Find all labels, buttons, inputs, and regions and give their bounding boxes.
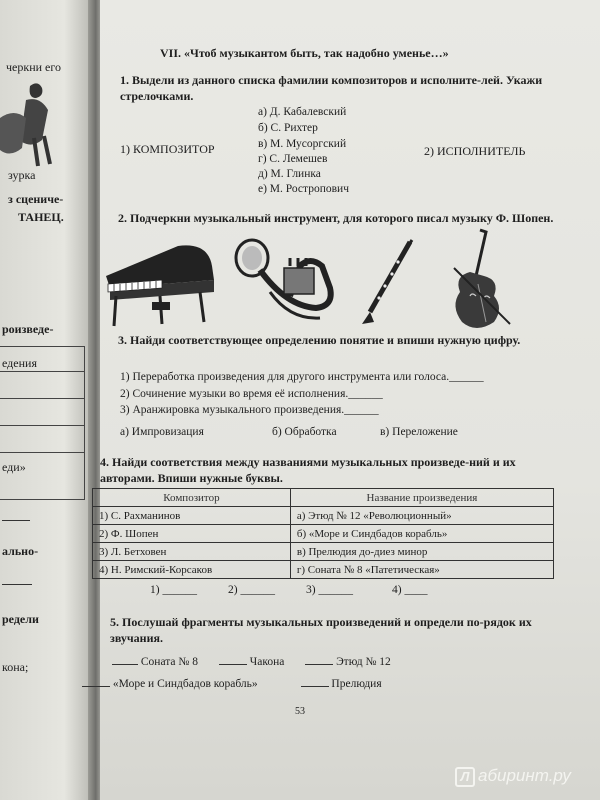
work-cell: в) Прелюдия до-диез минор (290, 543, 553, 561)
question-3: 3. Найди соответствующее определению понятие и впиши нужную цифру. (118, 333, 521, 347)
left-fragment: едения (2, 356, 37, 370)
question-5: 5. Послушай фрагменты музыкальных произведений и определи по-рядок их звучания. (110, 615, 532, 645)
question-2: 2. Подчеркни музыкальный инструмент, для которого писал музыку Ф. Шопен. (118, 211, 554, 225)
order-blank[interactable] (112, 664, 138, 665)
order-blank[interactable] (305, 664, 333, 665)
name-item: а) Д. Кабалевский (258, 106, 347, 118)
table-row (93, 561, 554, 579)
concept-option: а) Импровизация (120, 426, 204, 438)
left-line (2, 584, 32, 585)
watermark-text: абиринт.ру (478, 766, 571, 785)
work-cell: а) Этюд № 12 «Революционный» (290, 507, 553, 525)
column-header: Название произведения (290, 489, 553, 507)
column-header: Композитор (93, 489, 291, 507)
table-row (93, 507, 554, 525)
composer-cell: 4) Н. Римский-Корсаков (93, 561, 291, 579)
answer-blank[interactable]: 2) ______ (228, 584, 275, 596)
left-fragment: редели (2, 612, 39, 626)
grand-piano-icon[interactable] (100, 240, 220, 330)
composer-label: 1) КОМПОЗИТОР (120, 142, 215, 156)
name-item: е) М. Ростропович (258, 183, 349, 195)
definition-item: 3) Аранжировка музыкального произведения.______ (120, 404, 379, 416)
concept-option: б) Обработка (272, 426, 337, 438)
answer-blank[interactable]: 4) ____ (392, 584, 428, 596)
piece-label: Прелюдия (331, 678, 382, 690)
composer-cell: 3) Л. Бетховен (93, 543, 291, 561)
table-header-row (93, 489, 554, 507)
order-blank[interactable] (219, 664, 247, 665)
piece-label: Этюд № 12 (336, 656, 391, 668)
table-row (93, 525, 554, 543)
labirint-logo-icon: Л (455, 767, 475, 787)
order-blank[interactable] (82, 686, 110, 687)
question-4: 4. Найди соответствия между названиями музыкальных произведе-ний и их авторами. Впиши нужные буквы. (100, 455, 516, 485)
left-fragment: з сцениче- (8, 192, 64, 206)
name-item: б) С. Рихтер (258, 122, 318, 134)
dancers-illustration (0, 78, 60, 168)
left-fragment: еди» (2, 460, 26, 474)
order-row-1 (112, 656, 391, 668)
answer-blank[interactable]: 3) ______ (306, 584, 353, 596)
clarinet-icon[interactable] (358, 238, 418, 328)
work-cell: б) «Море и Синдбадов корабль» (290, 525, 553, 543)
performer-label: 2) ИСПОЛНИТЕЛЬ (424, 144, 526, 158)
left-fragment: зурка (8, 168, 36, 182)
left-fragment: роизведе- (2, 322, 54, 336)
left-fragment: кона; (2, 660, 29, 674)
answer-blank[interactable]: 1) ______ (150, 584, 197, 596)
definition-item: 2) Сочинение музыки во время её исполнения.______ (120, 388, 383, 400)
concept-option: в) Переложение (380, 426, 458, 438)
page-number: 53 (295, 706, 305, 717)
order-row-2 (82, 678, 382, 690)
piece-label: Соната № 8 (140, 656, 198, 668)
labirint-watermark (455, 766, 571, 787)
question-1: 1. Выдели из данного списка фамилии композиторов и исполните-лей. Укажи стрелочками. (120, 73, 543, 103)
piece-label: «Море и Синдбадов корабль» (112, 678, 258, 690)
matching-table (92, 488, 554, 579)
table-row (93, 543, 554, 561)
piece-label: Чакона (249, 656, 285, 668)
left-line (2, 520, 30, 521)
tuba-icon[interactable] (230, 236, 340, 326)
left-page (0, 0, 92, 800)
violin-icon[interactable] (440, 226, 520, 336)
composer-cell: 2) Ф. Шопен (93, 525, 291, 543)
order-blank[interactable] (301, 686, 329, 687)
name-item: д) М. Глинка (258, 168, 321, 180)
work-cell: г) Соната № 8 «Патетическая» (290, 561, 553, 579)
name-item: г) С. Лемешев (258, 153, 328, 165)
left-fragment: ально- (2, 544, 39, 558)
composer-cell: 1) С. Рахманинов (93, 507, 291, 525)
definition-item: 1) Переработка произведения для другого инструмента или голоса.______ (120, 371, 484, 383)
name-item: в) М. Мусоргский (258, 138, 347, 150)
section-title: VII. «Чтоб музыкантом быть, так надобно уменье…» (160, 46, 449, 60)
left-fragment: черкни его (6, 60, 61, 74)
left-fragment: ТАНЕЦ. (18, 210, 64, 224)
